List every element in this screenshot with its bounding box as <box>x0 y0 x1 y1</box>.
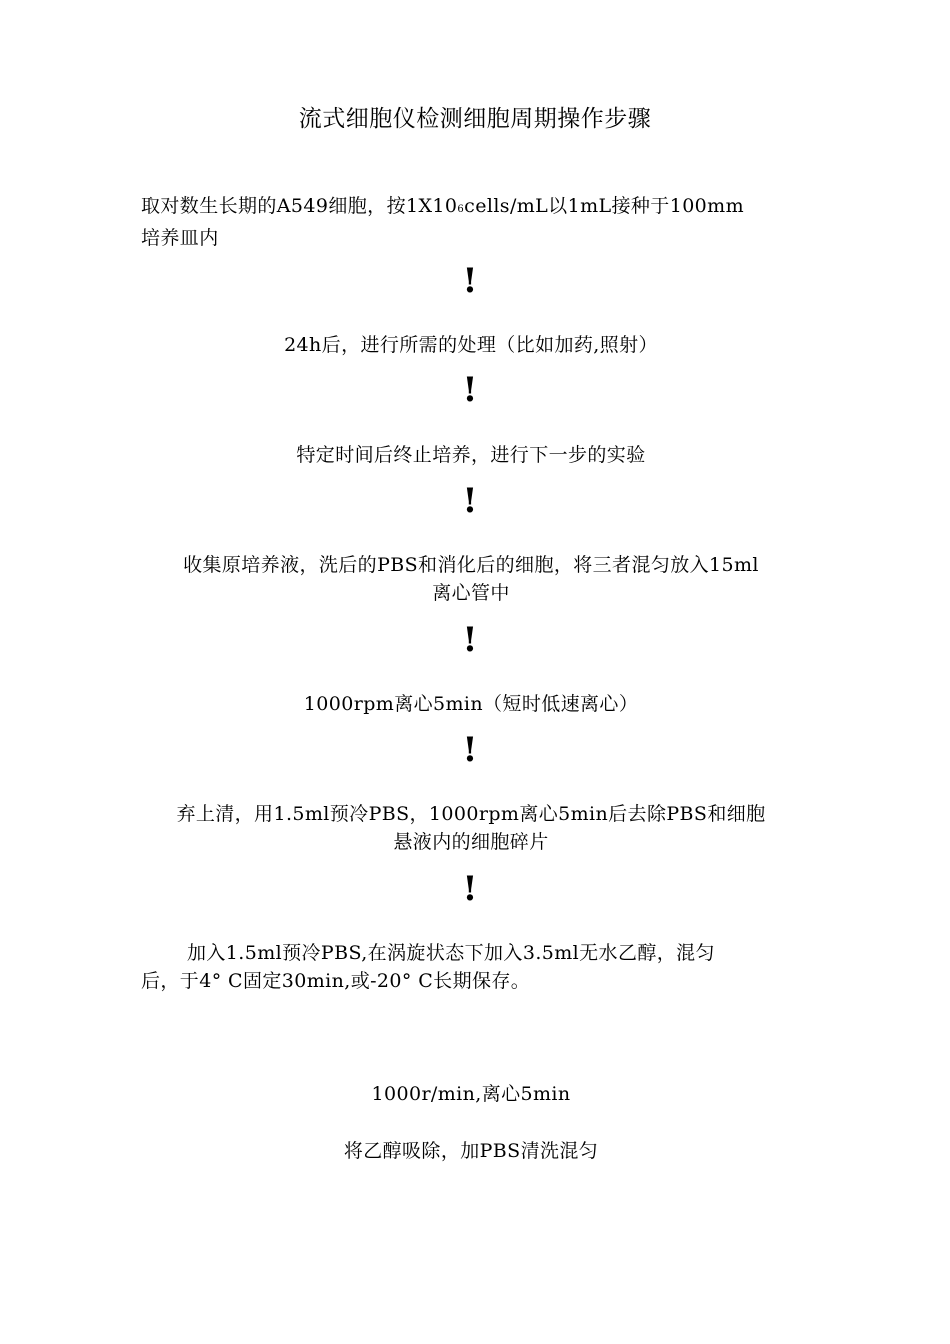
flow-arrow-6: ! <box>462 869 478 909</box>
step-3-line-1: 特定时间后终止培养，进行下一步的实验 <box>296 444 646 466</box>
step-8 <box>141 1080 801 1108</box>
step-5-line-1: 1000rpm离心5min（短时低速离心） <box>303 693 639 715</box>
document-title: 流式细胞仪检测细胞周期操作步骤 <box>298 106 652 132</box>
step-1-exponent: 6 <box>457 204 465 215</box>
step-8-line-1: 1000r/min,离心5min <box>371 1083 571 1105</box>
step-4-line-2: 离心管中 <box>432 582 510 604</box>
step-4 <box>141 551 801 607</box>
step-3 <box>141 441 801 469</box>
flow-arrow-2: ! <box>462 370 478 410</box>
flow-arrow-5: ! <box>462 730 478 770</box>
step-1-text-b: cells/mL以1mL接种于100mm <box>464 195 745 217</box>
flow-arrow-1: ! <box>462 261 478 301</box>
flow-arrow-4: ! <box>462 620 478 660</box>
step-4-line-1: 收集原培养液，洗后的PBS和消化后的细胞，将三者混匀放入15ml <box>183 554 759 576</box>
step-6 <box>141 800 801 856</box>
step-7-line-2: 后，于4° C固定30min,或-20° C长期保存。 <box>141 970 531 992</box>
step-1-text-a: 取对数生长期的A549细胞，按1X10 <box>141 195 458 217</box>
step-2 <box>141 331 801 359</box>
step-6-line-2: 悬液内的细胞碎片 <box>393 831 549 853</box>
step-6-line-1: 弃上清，用1.5ml预冷PBS，1000rpm离心5min后去除PBS和细胞 <box>176 803 766 825</box>
step-1 <box>141 192 744 252</box>
step-9-line-1: 将乙醇吸除，加PBS清洗混匀 <box>343 1140 599 1162</box>
step-7-line-1: 加入1.5ml预冷PBS,在涡旋状态下加入3.5ml无水乙醇，混匀 <box>187 942 715 964</box>
step-2-line-1: 24h后，进行所需的处理（比如加药,照射） <box>284 334 658 356</box>
step-5 <box>141 690 801 718</box>
step-1-line-2: 培养皿内 <box>141 227 219 249</box>
flow-arrow-3: ! <box>462 481 478 521</box>
step-9 <box>141 1137 801 1165</box>
step-7 <box>141 939 715 995</box>
